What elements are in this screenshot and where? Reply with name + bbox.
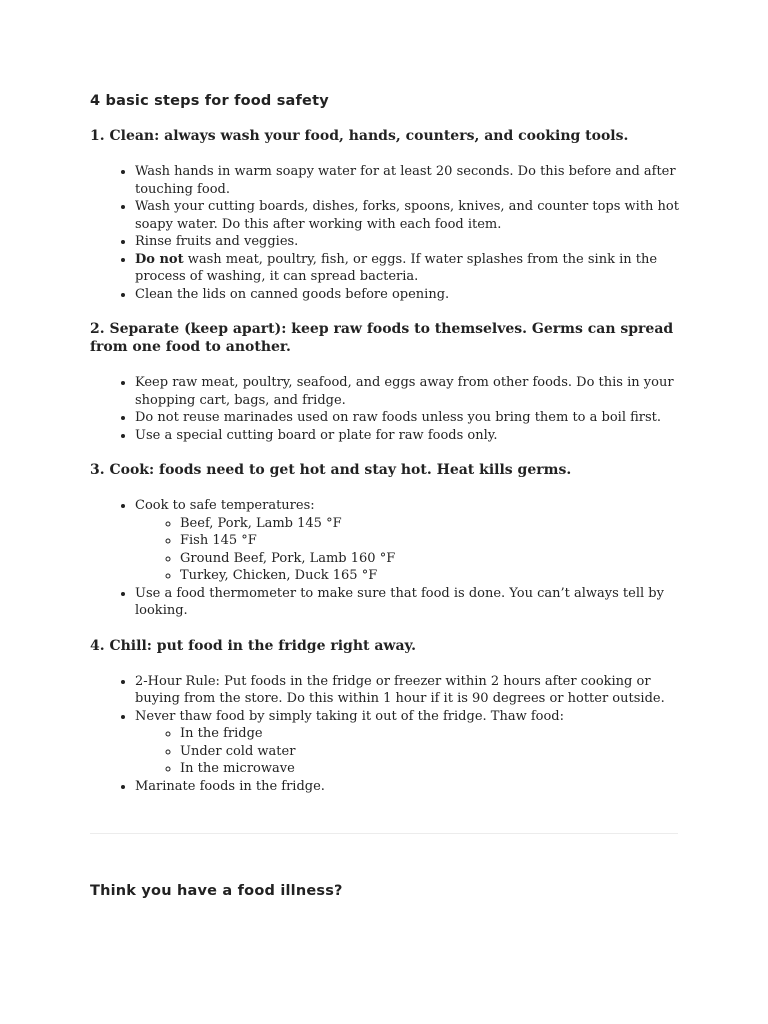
sublist-item: ◦ Ground Beef, Pork, Lamb 160 °F: [180, 550, 680, 568]
list-item: • Clean the lids on canned goods before opening.: [135, 286, 680, 304]
sublist-item: ◦ In the fridge: [180, 725, 680, 743]
section-heading-chill: 4. Chill: put food in the fridge right away.: [90, 637, 416, 654]
sublist-item: ◦ Turkey, Chicken, Duck 165 °F: [180, 567, 680, 585]
section-heading-separate: 2. Separate (keep apart): keep raw foods to themselves. Germs can spread from one food to another.: [90, 321, 674, 355]
list-item: • Use a food thermometer to make sure that food is done. You can’t always tell by looking.: [135, 585, 680, 620]
thaw-sublist: [135, 725, 680, 778]
section-divider: [90, 833, 678, 834]
list-item: • Use a special cutting board or plate for raw foods only.: [135, 427, 680, 445]
sublist-item: ◦ Beef, Pork, Lamb 145 °F: [180, 515, 680, 533]
item-text: Never thaw food by simply taking it out of the fridge. Thaw food:: [135, 708, 564, 724]
section-heading-clean: 1. Clean: always wash your food, hands, counters, and cooking tools.: [90, 128, 629, 144]
list-item: • Wash your cutting boards, dishes, forks, spoons, knives, and counter tops with hot soapy water. Do this after working with each food item.: [135, 198, 680, 233]
emphasis-text: Do not: [135, 251, 184, 267]
clean-list: [90, 163, 680, 303]
list-item: [135, 708, 680, 778]
list-item: • Wash hands in warm soapy water for at least 20 seconds. Do this before and after touching food.: [135, 163, 680, 198]
item-text: Cook to safe temperatures:: [135, 498, 315, 513]
item-text: wash meat, poultry, fish, or eggs. If water splashes from the sink in the process of washing, it can spread bacteria.: [135, 251, 658, 284]
list-item: [135, 251, 680, 286]
cook-list: [90, 497, 680, 620]
list-item: • Rinse fruits and veggies.: [135, 233, 680, 251]
sublist-item: ◦ Fish 145 °F: [180, 532, 680, 550]
list-item: • Do not reuse marinades used on raw foods unless you bring them to a boil first.: [135, 409, 680, 427]
sublist-item: ◦ In the microwave: [180, 760, 680, 778]
sublist-item: ◦ Under cold water: [180, 743, 680, 761]
page-title: 4 basic steps for food safety: [90, 93, 329, 109]
list-item: • Keep raw meat, poultry, seafood, and eggs away from other foods. Do this in your shopping cart, bags, and fridge.: [135, 374, 680, 409]
list-item: [135, 497, 680, 585]
document-body: [90, 93, 680, 812]
separate-list: [90, 374, 680, 444]
chill-list: [90, 673, 680, 796]
temperature-sublist: [135, 515, 680, 585]
section-heading-cook: 3. Cook: foods need to get hot and stay hot. Heat kills germs.: [90, 462, 572, 478]
list-item: • Marinate foods in the fridge.: [135, 778, 680, 796]
list-item: • 2-Hour Rule: Put foods in the fridge or freezer within 2 hours after cooking or buying from the store. Do this within 1 hour if it is 90 degrees or hotter outside.: [135, 673, 680, 708]
food-illness-heading: Think you have a food illness?: [90, 883, 343, 899]
